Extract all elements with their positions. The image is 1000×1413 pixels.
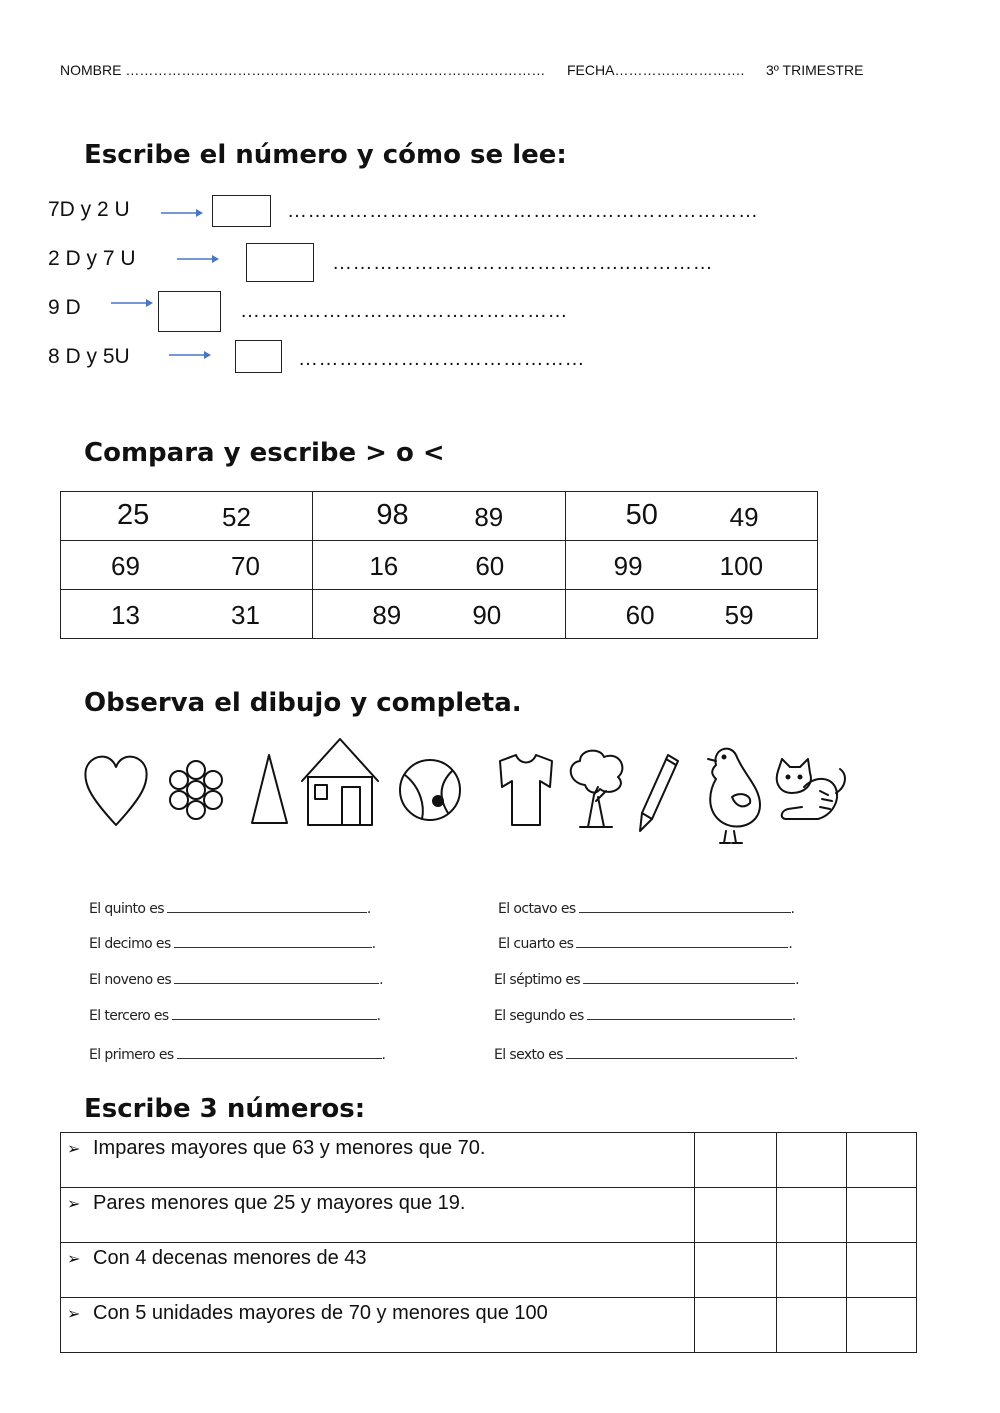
ordinal-question: El séptimo es . (494, 972, 799, 988)
arrow-right-icon (176, 253, 220, 265)
ordinal-label: El segundo es (494, 1008, 584, 1024)
left-number: 25 (117, 499, 150, 531)
name-field[interactable]: NOMBRE ……………………………………………………………………………… (60, 62, 546, 78)
arrow-bullet-icon: ➢ (67, 1196, 81, 1213)
ordinal-label: El octavo es (498, 901, 576, 917)
compare-cell[interactable] (565, 492, 817, 541)
decomposition-label: 8 D y 5U (48, 345, 130, 368)
left-number: 98 (376, 499, 409, 531)
ordinal-label: El noveno es (89, 972, 172, 988)
ordinal-label: El decimo es (89, 936, 171, 952)
answer-line[interactable] (172, 1007, 377, 1020)
decomposition-label: 7D y 2 U (48, 198, 130, 221)
answer-cell[interactable] (777, 1133, 847, 1188)
left-number: 99 (613, 551, 643, 581)
table-row (61, 1243, 917, 1298)
prompt-cell (61, 1188, 695, 1243)
answer-cell[interactable] (695, 1298, 777, 1353)
section-title-observe: Observa el dibujo y completa. (84, 688, 522, 718)
cat-icon (777, 759, 845, 819)
answer-line[interactable] (174, 971, 379, 984)
prompt-text: Con 5 unidades mayores de 70 y menores que 100 (93, 1302, 548, 1324)
ball-icon (400, 760, 460, 820)
table-row (61, 492, 818, 541)
answer-line[interactable] (177, 1046, 382, 1059)
right-number: 100 (719, 551, 764, 581)
answer-cell[interactable] (846, 1298, 916, 1353)
numbers-table (60, 1132, 917, 1353)
bird-icon (708, 749, 760, 843)
tree-icon (571, 751, 623, 827)
answer-line[interactable] (174, 935, 372, 948)
left-number: 60 (625, 600, 655, 630)
right-number: 49 (729, 502, 759, 532)
prompt-text: Impares mayores que 63 y menores que 70. (93, 1137, 486, 1159)
decomposition-label: 9 D (48, 296, 81, 319)
answer-cell[interactable] (846, 1188, 916, 1243)
ordinal-pictures (80, 735, 860, 850)
answer-line[interactable] (167, 900, 367, 913)
left-number: 16 (369, 551, 399, 581)
heart-icon (85, 757, 146, 825)
answer-cell[interactable] (846, 1243, 916, 1298)
answer-line[interactable] (583, 971, 795, 984)
flower-icon (170, 761, 222, 819)
left-number: 69 (111, 551, 140, 581)
ordinal-question: El primero es . (89, 1047, 386, 1063)
date-field[interactable]: FECHA………………………. (567, 62, 745, 78)
answer-cell[interactable] (777, 1298, 847, 1353)
left-number: 50 (625, 499, 658, 531)
compare-cell[interactable] (565, 590, 817, 639)
table-row (61, 1298, 917, 1353)
prompt-cell (61, 1133, 695, 1188)
compare-cell[interactable] (61, 590, 313, 639)
triangle-icon (252, 755, 287, 823)
arrow-bullet-icon: ➢ (67, 1306, 81, 1323)
compare-cell[interactable] (313, 541, 565, 590)
shirt-icon (500, 755, 552, 825)
right-number: 89 (474, 502, 504, 532)
ordinal-question: El decimo es . (89, 936, 376, 952)
compare-table (60, 491, 818, 639)
right-number: 59 (724, 600, 754, 630)
compare-cell[interactable] (61, 541, 313, 590)
table-row (61, 590, 818, 639)
decomposition-label: 2 D y 7 U (48, 247, 136, 270)
number-answer-box[interactable] (158, 291, 221, 332)
right-number: 60 (475, 551, 505, 581)
right-number: 52 (222, 502, 251, 532)
term-label: 3º TRIMESTRE (766, 62, 864, 78)
ordinal-question: El quinto es . (89, 901, 371, 917)
answer-line[interactable] (576, 935, 788, 948)
ordinal-label: El cuarto es (498, 936, 574, 952)
right-number: 90 (472, 600, 502, 630)
answer-cell[interactable] (777, 1243, 847, 1298)
answer-cell[interactable] (695, 1133, 777, 1188)
house-icon (302, 739, 378, 825)
section-title-compare: Compara y escribe > o < (84, 438, 445, 468)
ordinal-label: El quinto es (89, 901, 164, 917)
compare-cell[interactable] (313, 492, 565, 541)
table-row (61, 541, 818, 590)
section-title-write-number: Escribe el número y cómo se lee: (84, 140, 567, 170)
number-answer-box[interactable] (235, 340, 282, 373)
answer-line[interactable] (579, 900, 791, 913)
right-number: 31 (231, 600, 260, 630)
prompt-text: Con 4 decenas menores de 43 (93, 1247, 367, 1269)
ordinal-question: El segundo es . (494, 1008, 796, 1024)
prompt-text: Pares menores que 25 y mayores que 19. (93, 1192, 466, 1214)
pencil-icon (640, 755, 678, 831)
number-answer-box[interactable] (212, 195, 271, 227)
answer-cell[interactable] (695, 1243, 777, 1298)
table-row (61, 1133, 917, 1188)
number-answer-box[interactable] (246, 243, 314, 282)
ordinal-label: El séptimo es (494, 972, 581, 988)
arrow-right-icon (160, 207, 204, 219)
section-title-write-three: Escribe 3 números: (84, 1094, 366, 1124)
right-number: 70 (231, 551, 260, 581)
answer-cell[interactable] (777, 1188, 847, 1243)
arrow-right-icon (168, 349, 212, 361)
left-number: 13 (111, 600, 140, 630)
ordinal-question: El octavo es . (498, 901, 795, 917)
ordinal-question: El sexto es . (494, 1047, 798, 1063)
arrow-bullet-icon: ➢ (67, 1251, 81, 1268)
ordinal-question: El noveno es . (89, 972, 383, 988)
ordinal-label: El primero es (89, 1047, 174, 1063)
answer-cell[interactable] (695, 1188, 777, 1243)
compare-cell[interactable] (61, 492, 313, 541)
arrow-right-icon (110, 297, 154, 309)
left-number: 89 (372, 600, 402, 630)
reading-answer-line[interactable]: ………………………………………… (240, 300, 568, 322)
ordinal-label: El sexto es (494, 1047, 563, 1063)
answer-line[interactable] (587, 1007, 792, 1020)
reading-answer-line[interactable]: …………………………………… (298, 348, 585, 370)
prompt-cell (61, 1243, 695, 1298)
table-row (61, 1188, 917, 1243)
answer-cell[interactable] (846, 1133, 916, 1188)
ordinal-question: El cuarto es . (498, 936, 793, 952)
arrow-bullet-icon: ➢ (67, 1141, 81, 1158)
compare-cell[interactable] (565, 541, 817, 590)
prompt-cell (61, 1298, 695, 1353)
ordinal-label: El tercero es (89, 1008, 169, 1024)
compare-cell[interactable] (313, 590, 565, 639)
ordinal-question: El tercero es . (89, 1008, 381, 1024)
reading-answer-line[interactable]: ……………………………………..………… (332, 252, 714, 274)
reading-answer-line[interactable]: …………………………………………………………… (287, 200, 759, 222)
answer-line[interactable] (566, 1046, 794, 1059)
